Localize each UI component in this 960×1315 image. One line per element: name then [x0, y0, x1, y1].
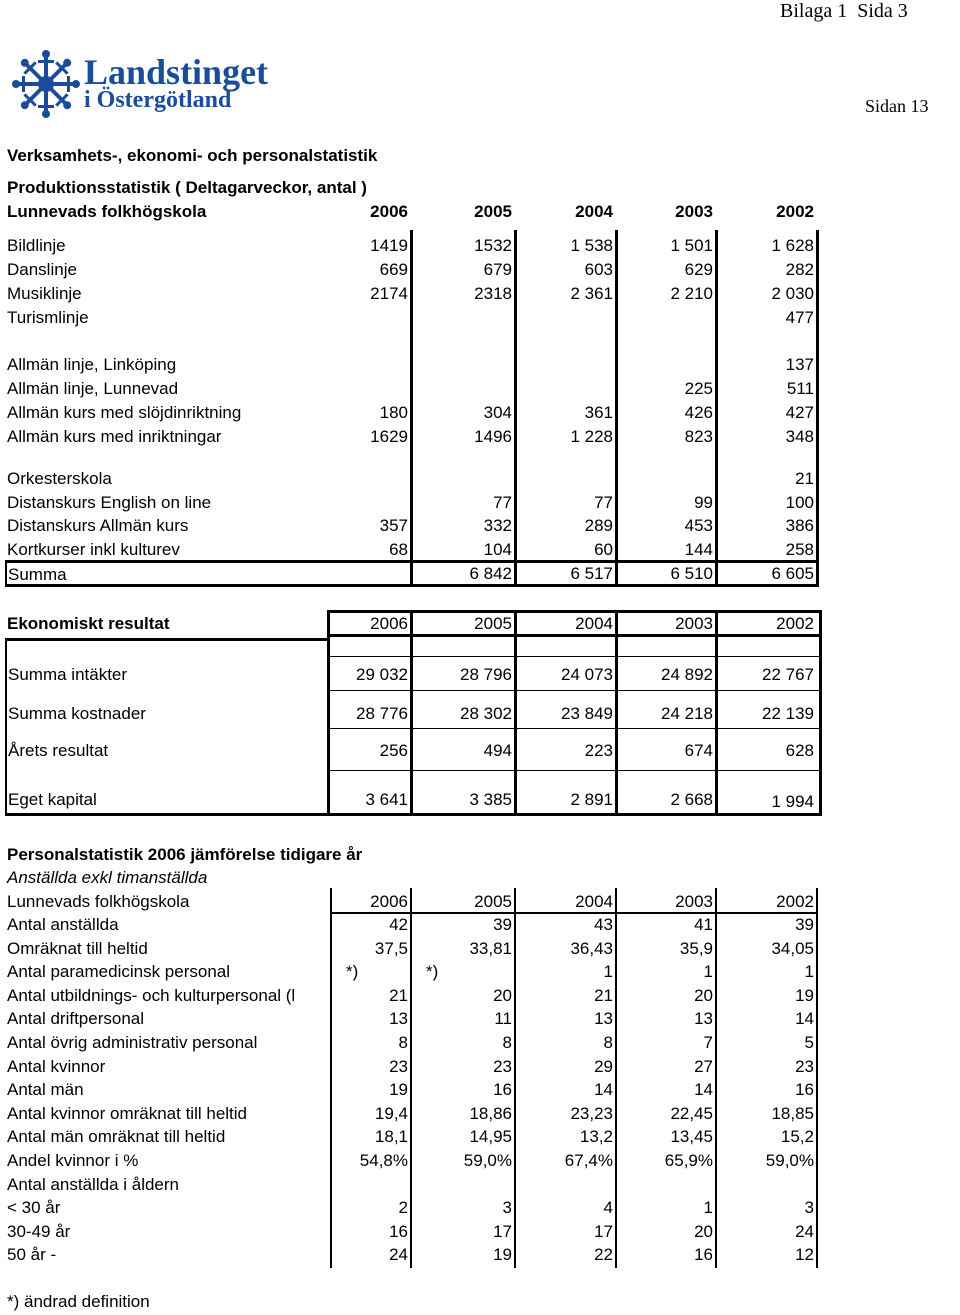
table-cell: 427: [785, 403, 814, 422]
personnel-row-label: 50 år -: [7, 1245, 57, 1264]
table-cell: 2 361: [570, 284, 613, 303]
personnel-cell: 41: [694, 915, 713, 934]
personnel-cell: 39: [795, 915, 814, 934]
personnel-year-header: 2005: [474, 892, 512, 911]
table-cell: 68: [389, 540, 408, 559]
attachment-label: Bilaga 1 Sida 3: [780, 0, 908, 22]
personnel-cell: 43: [594, 915, 613, 934]
personnel-cell: 42: [389, 915, 408, 934]
personnel-row-label: Antal driftpersonal: [7, 1009, 145, 1028]
econ-cell: 674: [684, 741, 713, 760]
econ-cell: 28 796: [460, 665, 512, 684]
personnel-cell: 1: [804, 962, 814, 981]
personnel-cell: 21: [389, 986, 408, 1005]
table-cell: 2 210: [670, 284, 713, 303]
personnel-cell: 24: [389, 1245, 408, 1264]
personnel-cell: 5: [804, 1033, 814, 1052]
econ-left-border: [5, 638, 7, 815]
econ-cell: 628: [785, 741, 814, 760]
table-row-label: Allmän linje, Lunnevad: [7, 379, 179, 398]
econ-cell: 22 139: [762, 704, 814, 723]
summa-cell: 6 517: [570, 564, 613, 583]
summa-divider: [514, 560, 517, 587]
econ-header-bottom: [330, 634, 820, 637]
personnel-cell: 14: [594, 1080, 613, 1099]
econ-row-line: [330, 656, 820, 657]
personnel-cell: 16: [389, 1222, 408, 1241]
summa-cell: 6 605: [771, 564, 814, 583]
personnel-cell: 3: [804, 1198, 814, 1217]
table-cell: 1 628: [771, 236, 814, 255]
table-cell: 669: [379, 260, 408, 279]
personnel-cell: 23: [493, 1057, 512, 1076]
table-cell: 361: [584, 403, 613, 422]
econ-row-line: [330, 690, 820, 691]
econ-row-label: Summa intäkter: [8, 665, 128, 684]
econ-cell: 2 891: [570, 790, 613, 809]
table-cell: 2174: [370, 284, 408, 303]
personnel-cell: 11: [494, 1009, 512, 1028]
personnel-cell: *): [426, 962, 439, 981]
econ-cell: 1 994: [771, 792, 814, 811]
table-cell: 258: [785, 540, 814, 559]
personnel-cell: 13,2: [579, 1127, 613, 1146]
summa-cell: 6 842: [469, 564, 512, 583]
personnel-cell: 18,1: [374, 1127, 408, 1146]
table-row-label: Turismlinje: [7, 308, 89, 327]
personnel-cell: 12: [795, 1245, 814, 1264]
personnel-cell: 22: [594, 1245, 613, 1264]
econ-cell: 29 032: [356, 665, 408, 684]
summa-left-border: [5, 560, 7, 587]
table-row-label: Danslinje: [7, 260, 77, 279]
econ-cell: 24 892: [661, 665, 713, 684]
personnel-cell: 1: [603, 962, 613, 981]
personnel-cell: 4: [603, 1198, 613, 1217]
personnel-divider: [410, 888, 412, 1268]
personnel-cell: 8: [603, 1033, 613, 1052]
summa-cell: 6 510: [670, 564, 713, 583]
personnel-cell: 8: [502, 1033, 512, 1052]
personnel-row-label: Antal övrig administrativ personal: [7, 1033, 258, 1052]
personnel-cell: 20: [694, 986, 713, 1005]
year-header: 2002: [776, 202, 814, 221]
logo-title: Landstinget: [84, 52, 269, 92]
personnel-cell: 65,9%: [664, 1151, 713, 1170]
personnel-cell: 16: [493, 1080, 512, 1099]
table-cell: 99: [694, 493, 713, 512]
table-cell: 304: [483, 403, 512, 422]
econ-divider: [715, 610, 718, 815]
personnel-row-label: Antal anställda: [7, 915, 119, 934]
personnel-cell: 21: [594, 986, 613, 1005]
table-cell: 1532: [474, 236, 512, 255]
personnel-cell: 59,0%: [765, 1151, 814, 1170]
econ-cell: 22 767: [762, 665, 814, 684]
econ-cell: 28 776: [356, 704, 408, 723]
personnel-cell: 14: [795, 1009, 814, 1028]
personnel-org-label: Lunnevads folkhögskola: [7, 892, 190, 911]
column-divider: [816, 230, 819, 560]
econ-row-line: [330, 770, 820, 771]
econ-cell: 223: [584, 741, 613, 760]
econ-cell: 28 302: [460, 704, 512, 723]
column-divider: [715, 230, 718, 560]
table-cell: 823: [684, 427, 713, 446]
personnel-divider: [715, 888, 717, 1268]
table-cell: 1629: [370, 427, 408, 446]
table-cell: 453: [684, 516, 713, 535]
table-cell: 357: [379, 516, 408, 535]
table-cell: 282: [785, 260, 814, 279]
personnel-cell: 23: [795, 1057, 814, 1076]
econ-cell: 24 218: [661, 704, 713, 723]
table-row-label: Orkesterskola: [7, 469, 112, 488]
econ-cell: 3 641: [365, 790, 408, 809]
personnel-row-label: Antal anställda i åldern: [7, 1175, 180, 1194]
section1-title: Verksamhets-, ekonomi- och personalstatistik: [7, 146, 378, 165]
table-cell: 144: [684, 540, 713, 559]
year-header: 2005: [474, 202, 512, 221]
personnel-divider: [514, 888, 516, 1268]
table-row-label: Kortkurser inkl kulturev: [7, 540, 180, 559]
econ-year-header: 2005: [474, 614, 512, 633]
table-row-label: Allmän linje, Linköping: [7, 355, 177, 374]
table-cell: 332: [483, 516, 512, 535]
personnel-cell: 8: [398, 1033, 408, 1052]
personnel-cell: 13,45: [670, 1127, 713, 1146]
year-header: 2006: [370, 202, 408, 221]
year-header: 2003: [675, 202, 713, 221]
table-cell: 629: [684, 260, 713, 279]
econ-label-top: [5, 638, 330, 641]
table-row-label: Allmän kurs med inriktningar: [7, 427, 222, 446]
econ-cell: 23 849: [561, 704, 613, 723]
table-cell: 21: [795, 469, 814, 488]
econ-divider: [514, 610, 517, 815]
table-row-label: Musiklinje: [7, 284, 82, 303]
personnel-cell: 37,5: [374, 939, 408, 958]
personnel-row-label: Antal män: [7, 1080, 84, 1099]
personnel-cell: 19: [493, 1245, 512, 1264]
econ-year-header: 2004: [575, 614, 613, 633]
econ-row-label: Eget kapital: [8, 790, 97, 809]
table-cell: 225: [684, 379, 713, 398]
econ-cell: 24 073: [561, 665, 613, 684]
personnel-row-label: Omräknat till heltid: [7, 939, 148, 958]
personnel-divider: [615, 888, 617, 1268]
personnel-cell: 18,85: [771, 1104, 814, 1123]
personnel-cell: 3: [502, 1198, 512, 1217]
personnel-cell: 13: [389, 1009, 408, 1028]
personnel-cell: 7: [703, 1033, 713, 1052]
table-row-label: Distanskurs English on line: [7, 493, 212, 512]
table-row-label: Bildlinje: [7, 236, 66, 255]
econ-cell: 256: [379, 741, 408, 760]
table-cell: 477: [785, 308, 814, 327]
year-header: 2004: [575, 202, 613, 221]
table-cell: 2 030: [771, 284, 814, 303]
econ-row-line: [330, 728, 820, 729]
personnel-row-label: Antal paramedicinsk personal: [7, 962, 231, 981]
personnel-cell: 20: [493, 986, 512, 1005]
econ-right-border: [819, 610, 822, 815]
table-cell: 77: [493, 493, 512, 512]
econ-year-header: 2002: [776, 614, 814, 633]
personnel-cell: 19: [389, 1080, 408, 1099]
personnel-row-label: < 30 år: [7, 1198, 61, 1217]
personnel-year-header: 2002: [776, 892, 814, 911]
personnel-cell: 2: [398, 1198, 408, 1217]
page-number: Sidan 13: [865, 96, 929, 116]
personnel-cell: 14: [694, 1080, 713, 1099]
personnel-cell: 27: [694, 1057, 713, 1076]
personnel-cell: 17: [493, 1222, 512, 1241]
personnel-cell: 13: [694, 1009, 713, 1028]
section3-subtitle: Anställda exkl timanställda: [7, 868, 208, 887]
personnel-cell: 20: [694, 1222, 713, 1241]
table-cell: 137: [785, 355, 814, 374]
column-divider: [410, 230, 413, 560]
table-row-label: Distanskurs Allmän kurs: [7, 516, 189, 535]
personnel-cell: 14,95: [469, 1127, 512, 1146]
personnel-cell: 67,4%: [564, 1151, 613, 1170]
personnel-cell: 19: [795, 986, 814, 1005]
econ-row-label: Summa kostnader: [8, 704, 146, 723]
summa-divider: [715, 560, 718, 587]
personnel-cell: 59,0%: [463, 1151, 512, 1170]
section2-title: Ekonomiskt resultat: [7, 614, 170, 633]
logo-snowflake-icon: [12, 50, 80, 118]
econ-cell: 2 668: [670, 790, 713, 809]
personnel-row-label: Andel kvinnor i %: [7, 1151, 139, 1170]
personnel-cell: 29: [594, 1057, 613, 1076]
section3-title: Personalstatistik 2006 jämförelse tidigare år: [7, 845, 363, 864]
column-divider: [615, 230, 618, 560]
personnel-cell: 35,9: [679, 939, 713, 958]
table-cell: 60: [594, 540, 613, 559]
footnote: *) ändrad definition: [7, 1292, 150, 1311]
personnel-cell: 24: [795, 1222, 814, 1241]
table-cell: 386: [785, 516, 814, 535]
table-cell: 1419: [370, 236, 408, 255]
table-cell: 100: [785, 493, 814, 512]
econ-header-top: [330, 610, 820, 613]
personnel-cell: 54,8%: [359, 1151, 408, 1170]
personnel-cell: 34,05: [771, 939, 814, 958]
table-cell: 289: [584, 516, 613, 535]
personnel-year-header: 2006: [370, 892, 408, 911]
personnel-row-label: Antal utbildnings- och kulturpersonal (l: [7, 986, 296, 1005]
personnel-cell: *): [346, 962, 359, 981]
table-row-label: Allmän kurs med slöjdinriktning: [7, 403, 242, 422]
table-cell: 603: [584, 260, 613, 279]
table-cell: 1 501: [670, 236, 713, 255]
personnel-year-header: 2003: [675, 892, 713, 911]
econ-year-header: 2003: [675, 614, 713, 633]
econ-divider: [615, 610, 618, 815]
personnel-cell: 13: [594, 1009, 613, 1028]
summa-divider: [816, 560, 819, 587]
personnel-cell: 33,81: [469, 939, 512, 958]
table-cell: 348: [785, 427, 814, 446]
personnel-cell: 16: [694, 1245, 713, 1264]
table-cell: 426: [684, 403, 713, 422]
personnel-row-label: Antal kvinnor omräknat till heltid: [7, 1104, 248, 1123]
personnel-cell: 1: [703, 1198, 713, 1217]
econ-row-label: Årets resultat: [8, 741, 109, 760]
econ-divider: [410, 610, 413, 815]
personnel-cell: 36,43: [570, 939, 613, 958]
summa-divider: [410, 560, 413, 587]
table-cell: 2318: [474, 284, 512, 303]
table-cell: 1496: [474, 427, 512, 446]
personnel-cell: 23: [389, 1057, 408, 1076]
table-org-label: Lunnevads folkhögskola: [7, 202, 207, 221]
personnel-divider: [816, 888, 818, 1268]
table-cell: 1 538: [570, 236, 613, 255]
section1-subtitle: Produktionsstatistik ( Deltagarveckor, antal ): [7, 178, 367, 197]
personnel-row-label: Antal kvinnor: [7, 1057, 106, 1076]
personnel-cell: 18,86: [469, 1104, 512, 1123]
personnel-header-line: [330, 912, 818, 914]
personnel-row-label: 30-49 år: [7, 1222, 71, 1241]
logo-subtitle: i Östergötland: [84, 87, 232, 113]
personnel-cell: 39: [493, 915, 512, 934]
table-cell: 679: [483, 260, 512, 279]
personnel-cell: 19,4: [374, 1104, 408, 1123]
personnel-cell: 22,45: [670, 1104, 713, 1123]
table-cell: 511: [786, 379, 814, 398]
personnel-year-header: 2004: [575, 892, 613, 911]
econ-bottom-border: [5, 813, 822, 816]
table-cell: 180: [379, 403, 408, 422]
personnel-row-label: Antal män omräknat till heltid: [7, 1127, 226, 1146]
summa-divider: [615, 560, 618, 587]
econ-year-header: 2006: [370, 614, 408, 633]
personnel-cell: 15,2: [780, 1127, 814, 1146]
column-divider: [514, 230, 517, 560]
table-cell: 1 228: [570, 427, 613, 446]
summa-label: Summa: [8, 565, 67, 584]
personnel-cell: 1: [703, 962, 713, 981]
econ-cell: 494: [483, 741, 512, 760]
personnel-cell: 16: [795, 1080, 814, 1099]
personnel-cell: 23,23: [570, 1104, 613, 1123]
table-cell: 104: [483, 540, 512, 559]
personnel-cell: 17: [594, 1222, 613, 1241]
table-cell: 77: [594, 493, 613, 512]
econ-cell: 3 385: [469, 790, 512, 809]
